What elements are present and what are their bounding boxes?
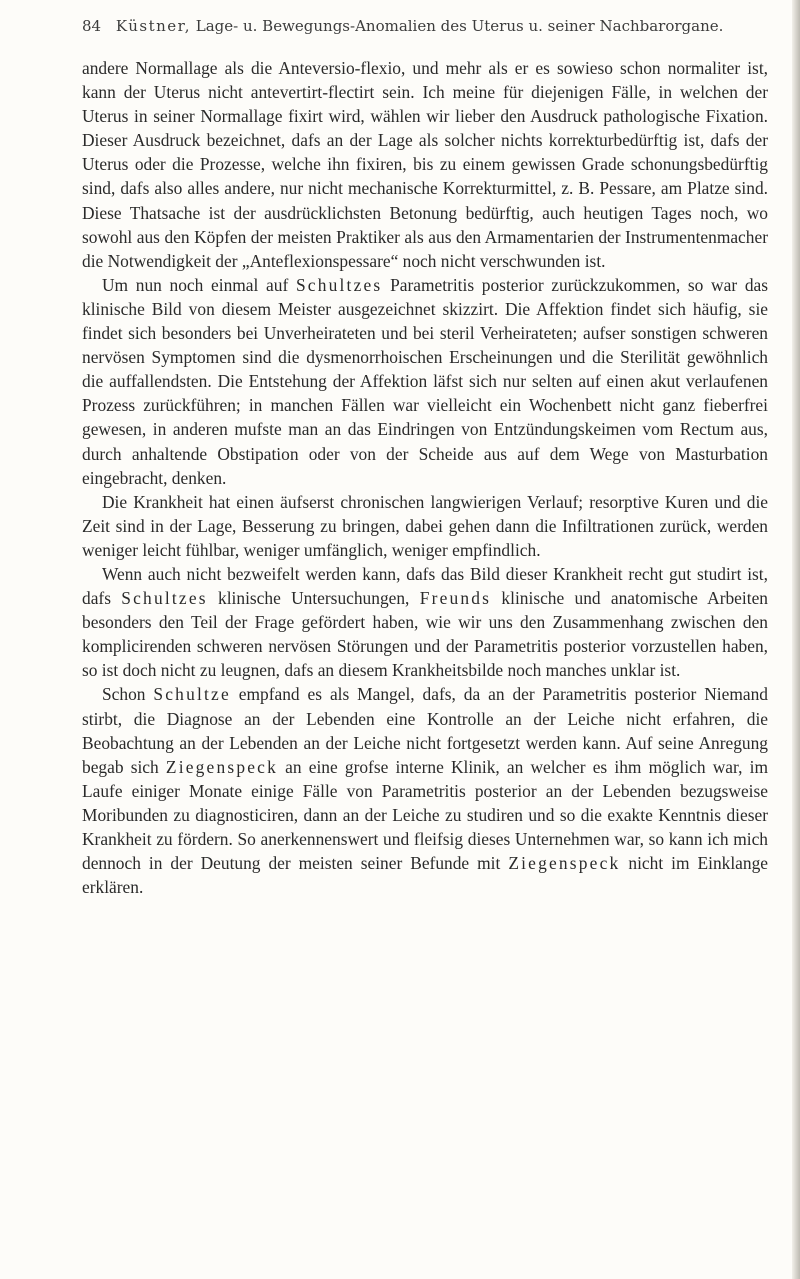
text-run: Wenn auch nicht bezweifelt werden kann, dafs das Bild dieser Krankheit recht gut studirt ist, dafs bbox=[82, 563, 768, 609]
text-run: Schon bbox=[102, 684, 154, 705]
header-title: Lage- u. Bewegungs-Anomalien des Uterus u. seiner Nachbarorgane. bbox=[195, 17, 724, 35]
text-run: klinische Untersuchungen, bbox=[207, 588, 420, 609]
spaced-name: Schultzes bbox=[121, 588, 208, 609]
text-run: nicht im Einklange erklären. bbox=[82, 853, 768, 898]
paragraph-3 bbox=[82, 490, 768, 562]
text-run: an eine grofse interne Klinik, an welcher es ihm möglich war, im Laufe einiger Monate einige Fälle von Parametritis posterior an der Lebenden bezugsweise Moribunden zu diagnosticiren, dann an der Leiche zu studiren und so die exakte Kenntnis dieser Krankheit zu fördern. So anerkennenswert und fleifsig dieses Unternehmen war, so kann ich mich dennoch in der Deutung der meisten seiner Befunde mit bbox=[82, 756, 769, 874]
text-run: andere Normallage als die Anteversio-flexio, und mehr als er es sowieso schon normaliter ist, kann der Uterus nicht antevertirt-flectirt sein. Ich meine für diejenigen Fälle, in welchen der Uterus in seiner Normallage fixirt wird, wählen wir lieber den Ausdruck pathologische Fixation. Dieser Ausdruck bezeichnet, dafs an der Lage als solcher nichts korrekturbedürftig ist, dafs der Uterus oder die Prozesse, welche ihn fixiren, bis zu einem gewissen Grade schonungsbedürftig sind, dafs also alles andere, nur nicht mechanische Korrekturmittel, z. B. Pessare, am Platze sind. Diese Thatsache ist der ausdrücklichsten Betonung bedürftig, auch heutigen Tages noch, wo sowohl aus den Köpfen der meisten Praktiker als aus den Armamentarien der Instrumentenmacher die Notwendigkeit der „Anteflexionspessare“ noch nicht verschwunden ist. bbox=[82, 58, 768, 271]
text-run: empfand es als Mangel, dafs, da an der Parametritis posterior Niemand stirbt, die Diagnose an der Lebenden eine Kontrolle an der Leiche nicht erfahren, die Beobachtung an der Lebenden an der Leiche nicht fortgesetzt werden kann. Auf seine Anregung begab sich bbox=[82, 684, 768, 777]
spaced-name: Freunds bbox=[419, 588, 492, 609]
spaced-name: Schultzes bbox=[295, 274, 383, 295]
spaced-name: Ziegenspeck bbox=[165, 756, 278, 777]
page-number: 84 bbox=[82, 17, 102, 35]
text-run: Die Krankheit hat einen äufserst chronischen langwierigen Verlauf; resorptive Kuren und die Zeit sind in der Lage, Besserung zu bringen, dabei gehen dann die Infiltrationen zurück, werden weniger leicht fühlbar, weniger umfänglich, weniger empfindlich. bbox=[82, 491, 768, 560]
text-run: Parametritis posterior zurückzukommen, so war das klinische Bild von diesem Meister ausgezeichnet skizzirt. Die Affektion findet sich häufig, sie findet sich besonders bei Unverheirateten und bei steril Verheirateten; aufser sonstigen schweren nervösen Symptomen sind die dysmenorrhoischen Erscheinungen und die Sterilität gewöhnlich die auffallendsten. Die Entstehung der Affektion läfst sich nur selten auf einen akut verlaufenen Prozess zurückführen; in manchen Fällen war vielleicht ein Wochenbett nicht ganz fieberfrei gewesen, in anderen mufste man an das Eindringen von Entzündungskeimen vom Rectum aus, durch anhaltende Obstipation oder von der Scheide aus auf dem Wege von Masturbation eingebracht, denken. bbox=[82, 274, 768, 488]
paragraph-2 bbox=[82, 273, 768, 490]
spaced-name: Schultze bbox=[153, 684, 231, 705]
page-edge-shadow bbox=[792, 0, 800, 1279]
paragraph-1 bbox=[82, 56, 768, 273]
header-author: Küstner, bbox=[115, 17, 191, 35]
paragraph-5 bbox=[82, 682, 768, 899]
running-header bbox=[82, 17, 782, 35]
paragraph-4 bbox=[82, 562, 768, 682]
text-run: klinische und anatomische Arbeiten besonders den Teil der Frage gefördert haben, wie wir uns den Zusammenhang zwischen den komplicirenden schweren nervösen Störungen und der Parametritis posterior vorzustellen haben, so ist doch nicht zu leugnen, dafs an diesem Krankheitsbilde noch manches unklar ist. bbox=[82, 588, 768, 681]
spaced-name: Ziegenspeck bbox=[508, 853, 621, 874]
body-text bbox=[82, 56, 768, 899]
text-run: Um nun noch einmal auf bbox=[102, 274, 296, 295]
